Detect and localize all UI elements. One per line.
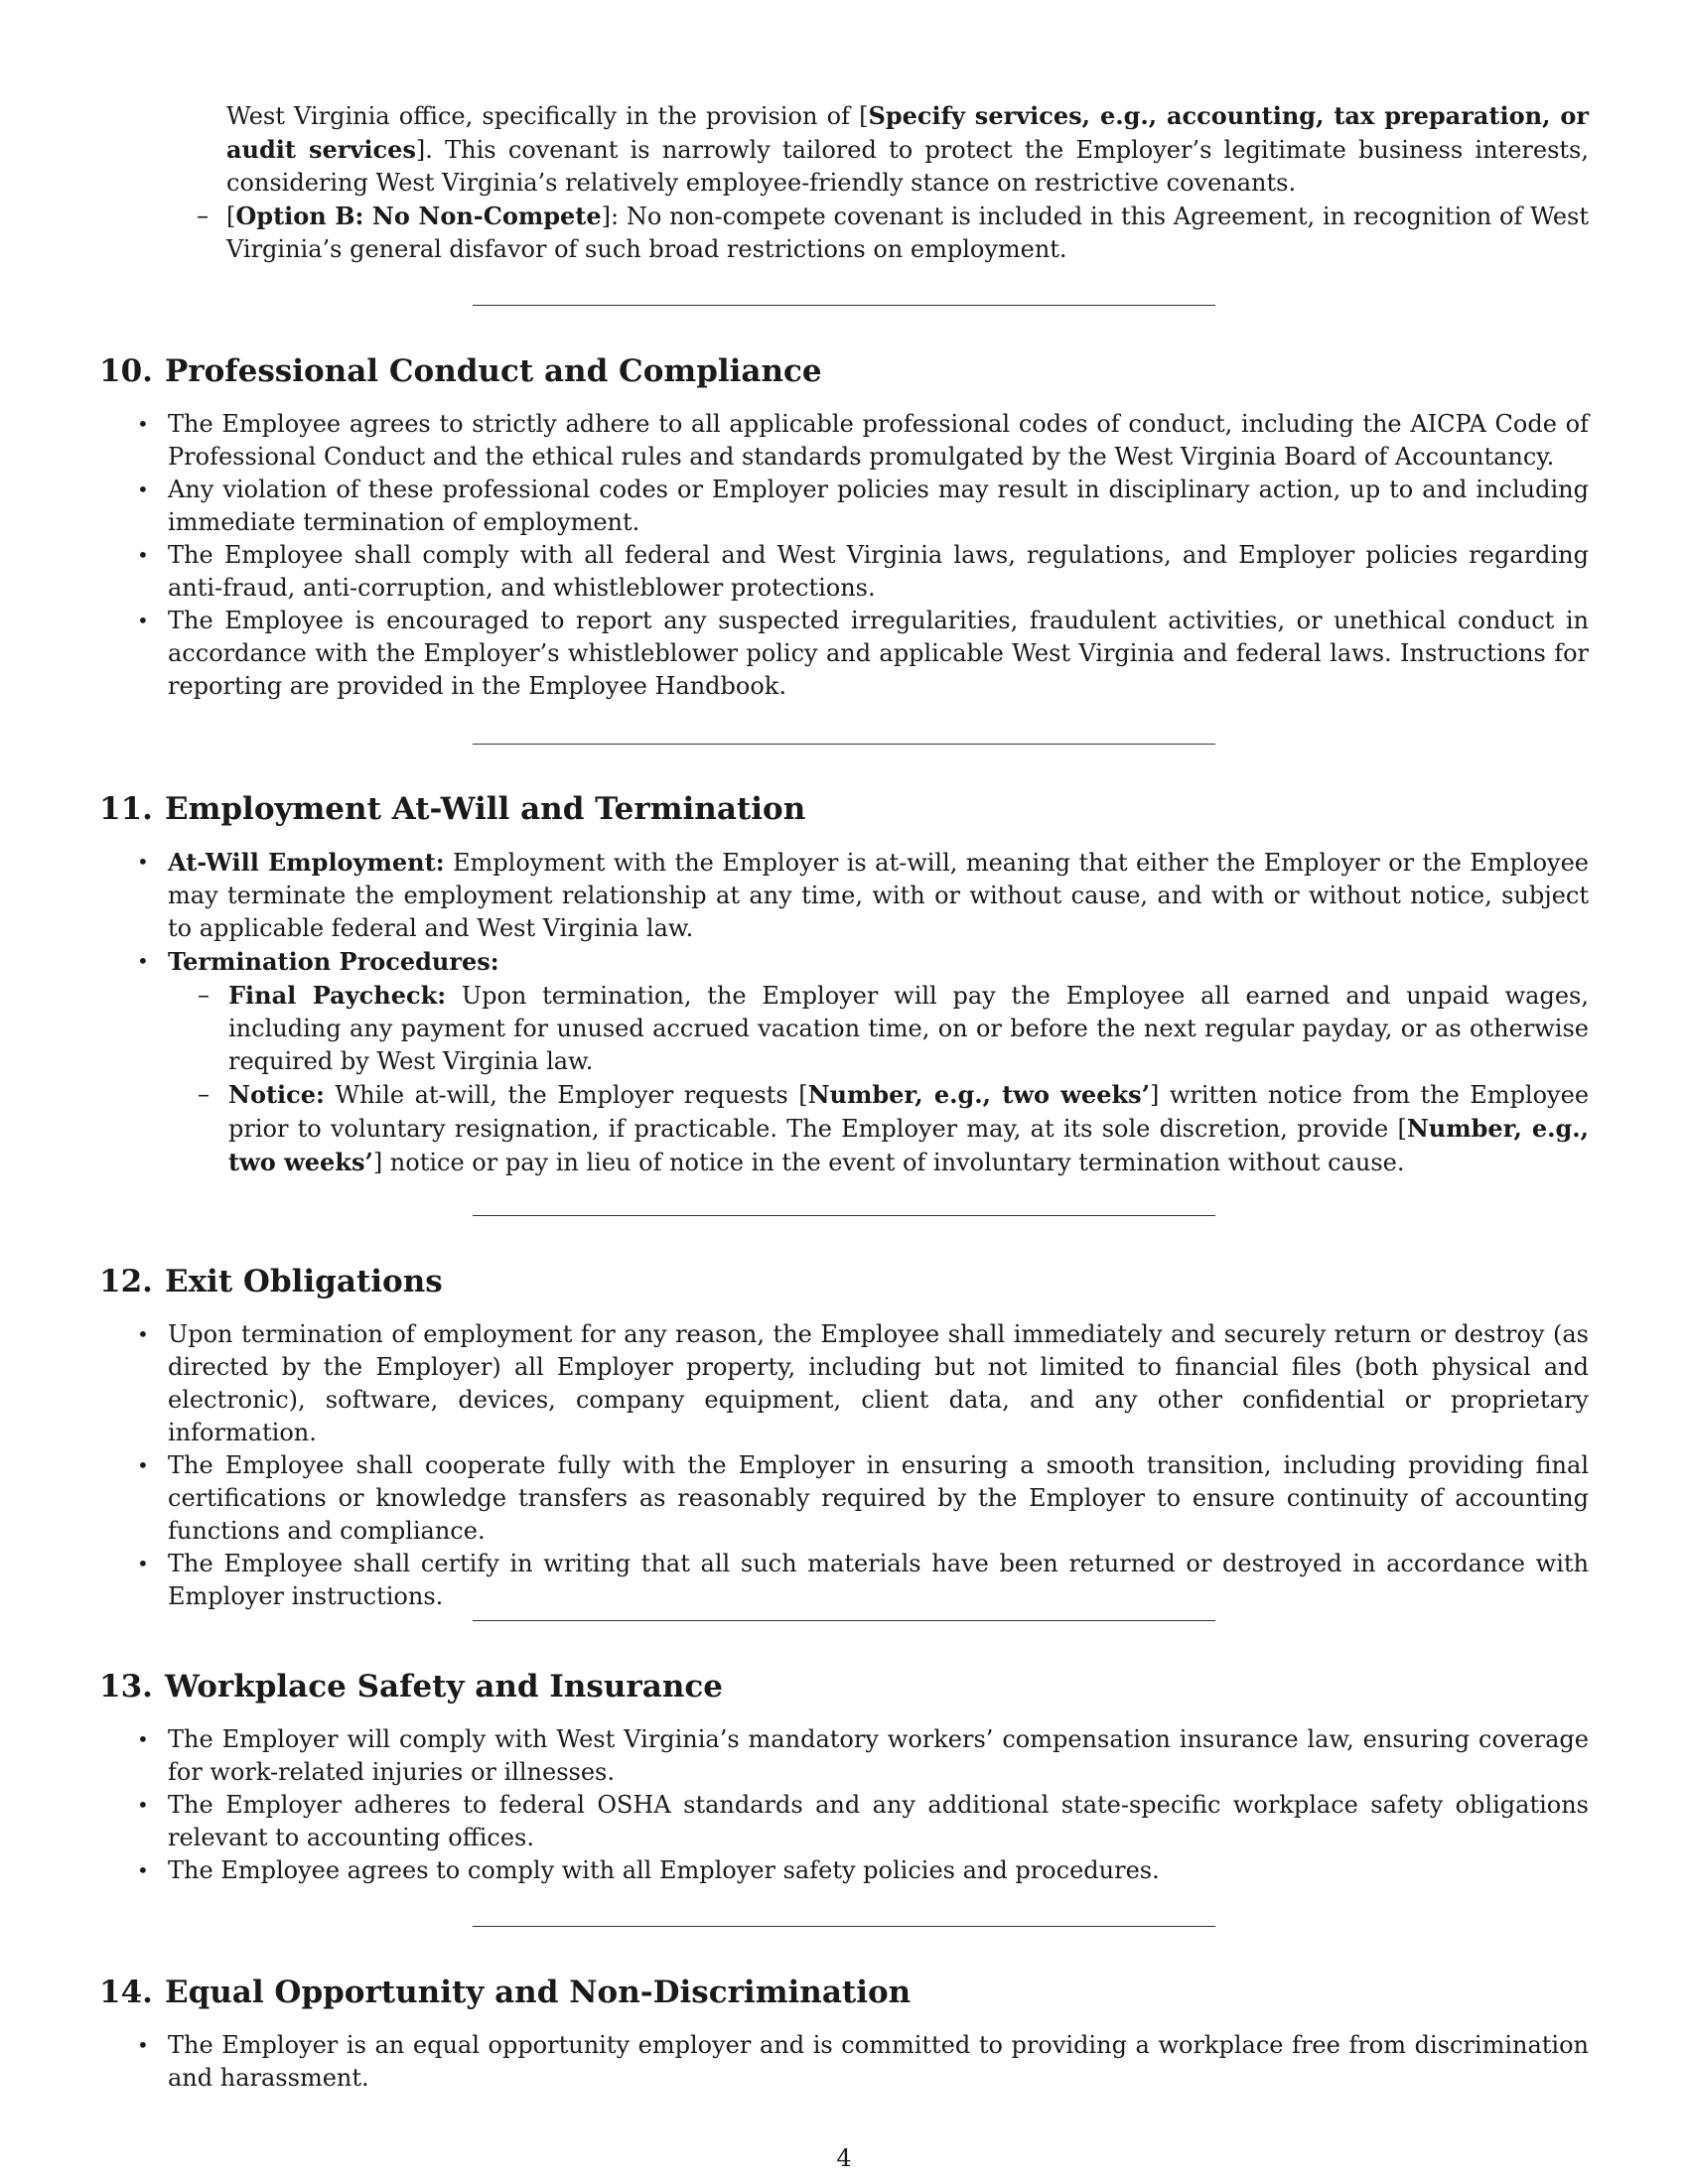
list-item: • The Employee agrees to comply with all Employer safety policies and procedures. [99, 1854, 1589, 1887]
bullet-marker: • [137, 1322, 149, 1346]
list-item: • The Employee is encouraged to report any suspected irregularities, fraudulent activities, or unethical conduct in accordance with the Employer’s whistleblower policy and applicable West Virginia and federal laws. Instructions for reporting are provided in the Employee Handbook. [137, 607, 1589, 700]
section-divider [473, 1926, 1215, 1927]
section-12 [99, 1263, 1589, 1613]
section-heading: 11. Employment At-Will and Termination [99, 791, 806, 827]
dash-marker: – [197, 202, 209, 229]
list-item: • The Employer adheres to federal OSHA standards and any additional state-specific workplace safety obligations relevant to accounting offices. [137, 1791, 1589, 1851]
non-compete-continuation [197, 99, 1589, 266]
list-item: • Any violation of these professional codes or Employer policies may result in disciplinary action, up to and including immediate termination of employment. [137, 476, 1589, 536]
list-item: • The Employee shall cooperate fully with the Employer in ensuring a smooth transition, including providing final certifications or knowledge transfers as reasonably required by the Employer to ensure continuity of accounting functions and compliance. [137, 1451, 1589, 1545]
page-number: 4 [836, 2144, 852, 2172]
section-13 [99, 1668, 1589, 1887]
section-heading: 14. Equal Opportunity and Non-Discrimination [99, 1975, 912, 2010]
bullet-marker: • [137, 412, 149, 436]
bullet-list [99, 1318, 1589, 1613]
list-item: • Upon termination of employment for any reason, the Employee shall immediately and securely return or destroy (as directed by the Employer) all Employer property, including but not limited to financial files (both physical and electronic), software, devices, company equipment, client data, and any other confidential or proprietary information. [137, 1320, 1589, 1446]
option-a-continuation: West Virginia office, specifically in the provision of [Specify services, e.g., accounting, tax preparation, or audit services]. This covenant is narrowly tailored to protect the Employer’s legitimate business interests, considering West Virginia’s relatively employee-friendly stance on restrictive covenants. [226, 101, 1589, 197]
section-10 [99, 352, 1589, 703]
bullet-list [99, 1723, 1589, 1887]
list-item: • At-Will Employment: Employment with the Employer is at-will, meaning that either the Employer or the Employee may terminate the employment relationship at any time, with or without cause, and with or without notice, subject to applicable federal and West Virginia law. [137, 848, 1589, 942]
sub-list-item: – Notice: While at-will, the Employer requests [Number, e.g., two weeks’] written notice from the Employee prior to voluntary resignation, if practicable. The Employer may, at its sole discretion, provide [Number, e.g., two weeks’] notice or pay in lieu of notice in the event of involuntary termination without cause. [198, 1080, 1590, 1176]
bullet-list [99, 408, 1589, 703]
section-14 [99, 1974, 1589, 2095]
list-item: • The Employer is an equal opportunity employer and is committed to providing a workplace free from discrimination and harassment. [137, 2031, 1589, 2092]
section-heading: 12. Exit Obligations [99, 1264, 443, 1299]
section-divider [473, 1620, 1215, 1621]
bullet-marker: • [137, 2033, 149, 2057]
sub-list-item: – Final Paycheck: Upon termination, the Employer will pay the Employee all earned and unpaid wages, including any payment for unused accrued vacation time, on or before the next regular payday, or as otherwise required by West Virginia law. [198, 981, 1589, 1075]
section-11 [99, 790, 1589, 1179]
bullet-marker: • [137, 1552, 149, 1575]
bullet-marker: • [137, 1453, 149, 1477]
section-divider [473, 305, 1215, 306]
bullet-marker: • [137, 1727, 149, 1751]
bullet-marker: • [137, 609, 149, 632]
section-divider [473, 1215, 1215, 1216]
section-divider [473, 744, 1215, 745]
list-item: • The Employer will comply with West Virginia’s mandatory workers’ compensation insurance law, ensuring coverage for work-related injuries or illnesses. [137, 1725, 1589, 1786]
list-item: • The Employee agrees to strictly adhere to all applicable professional codes of conduct, including the AICPA Code of Professional Conduct and the ethical rules and standards promulgated by the West Virginia Board of Accountancy. [137, 410, 1589, 471]
bullet-marker: • [137, 478, 149, 501]
dash-marker: – [198, 981, 210, 1009]
dash-marker: – [198, 1080, 210, 1108]
bullet-marker: • [137, 1793, 149, 1817]
bullet-list [99, 2029, 1589, 2095]
list-item: • The Employee shall certify in writing that all such materials have been returned or destroyed in accordance with Employer instructions. [137, 1550, 1589, 1610]
bullet-marker: • [137, 949, 149, 973]
bullet-marker: • [137, 543, 149, 567]
bullet-marker: • [137, 1858, 149, 1882]
list-item: • The Employee shall comply with all federal and West Virginia laws, regulations, and Employer policies regarding anti-fraud, anti-corruption, and whistleblower protections. [137, 541, 1589, 602]
section-heading: 13. Workplace Safety and Insurance [99, 1669, 723, 1705]
sub-list [99, 979, 1589, 1179]
bullet-marker: • [137, 850, 149, 874]
section-heading: 10. Professional Conduct and Compliance [99, 353, 822, 389]
list-item: • Termination Procedures: – Final Paycheck: Upon termination, the Employer will pay the Employee all earned and unpaid wages, including any payment for unused accrued vacation time, on or before the next regular payday, or as otherwise required by West Virginia law. – Notice: While at-will, the Employer requests [Number, e.g., two weeks’] written notice from the Employee prior to voluntary resignation, if practicable. The Employer may, at its sole discretion, provide [Number, e.g., two weeks’] notice or pay in lieu of notice in the event of involuntary termination without cause. [99, 945, 1589, 1179]
bullet-list [99, 846, 1589, 1179]
option-b-item: – [Option B: No Non-Compete]: No non-compete covenant is included in this Agreement, in recognition of West Virginia’s general disfavor of such broad restrictions on employment. [197, 202, 1589, 263]
